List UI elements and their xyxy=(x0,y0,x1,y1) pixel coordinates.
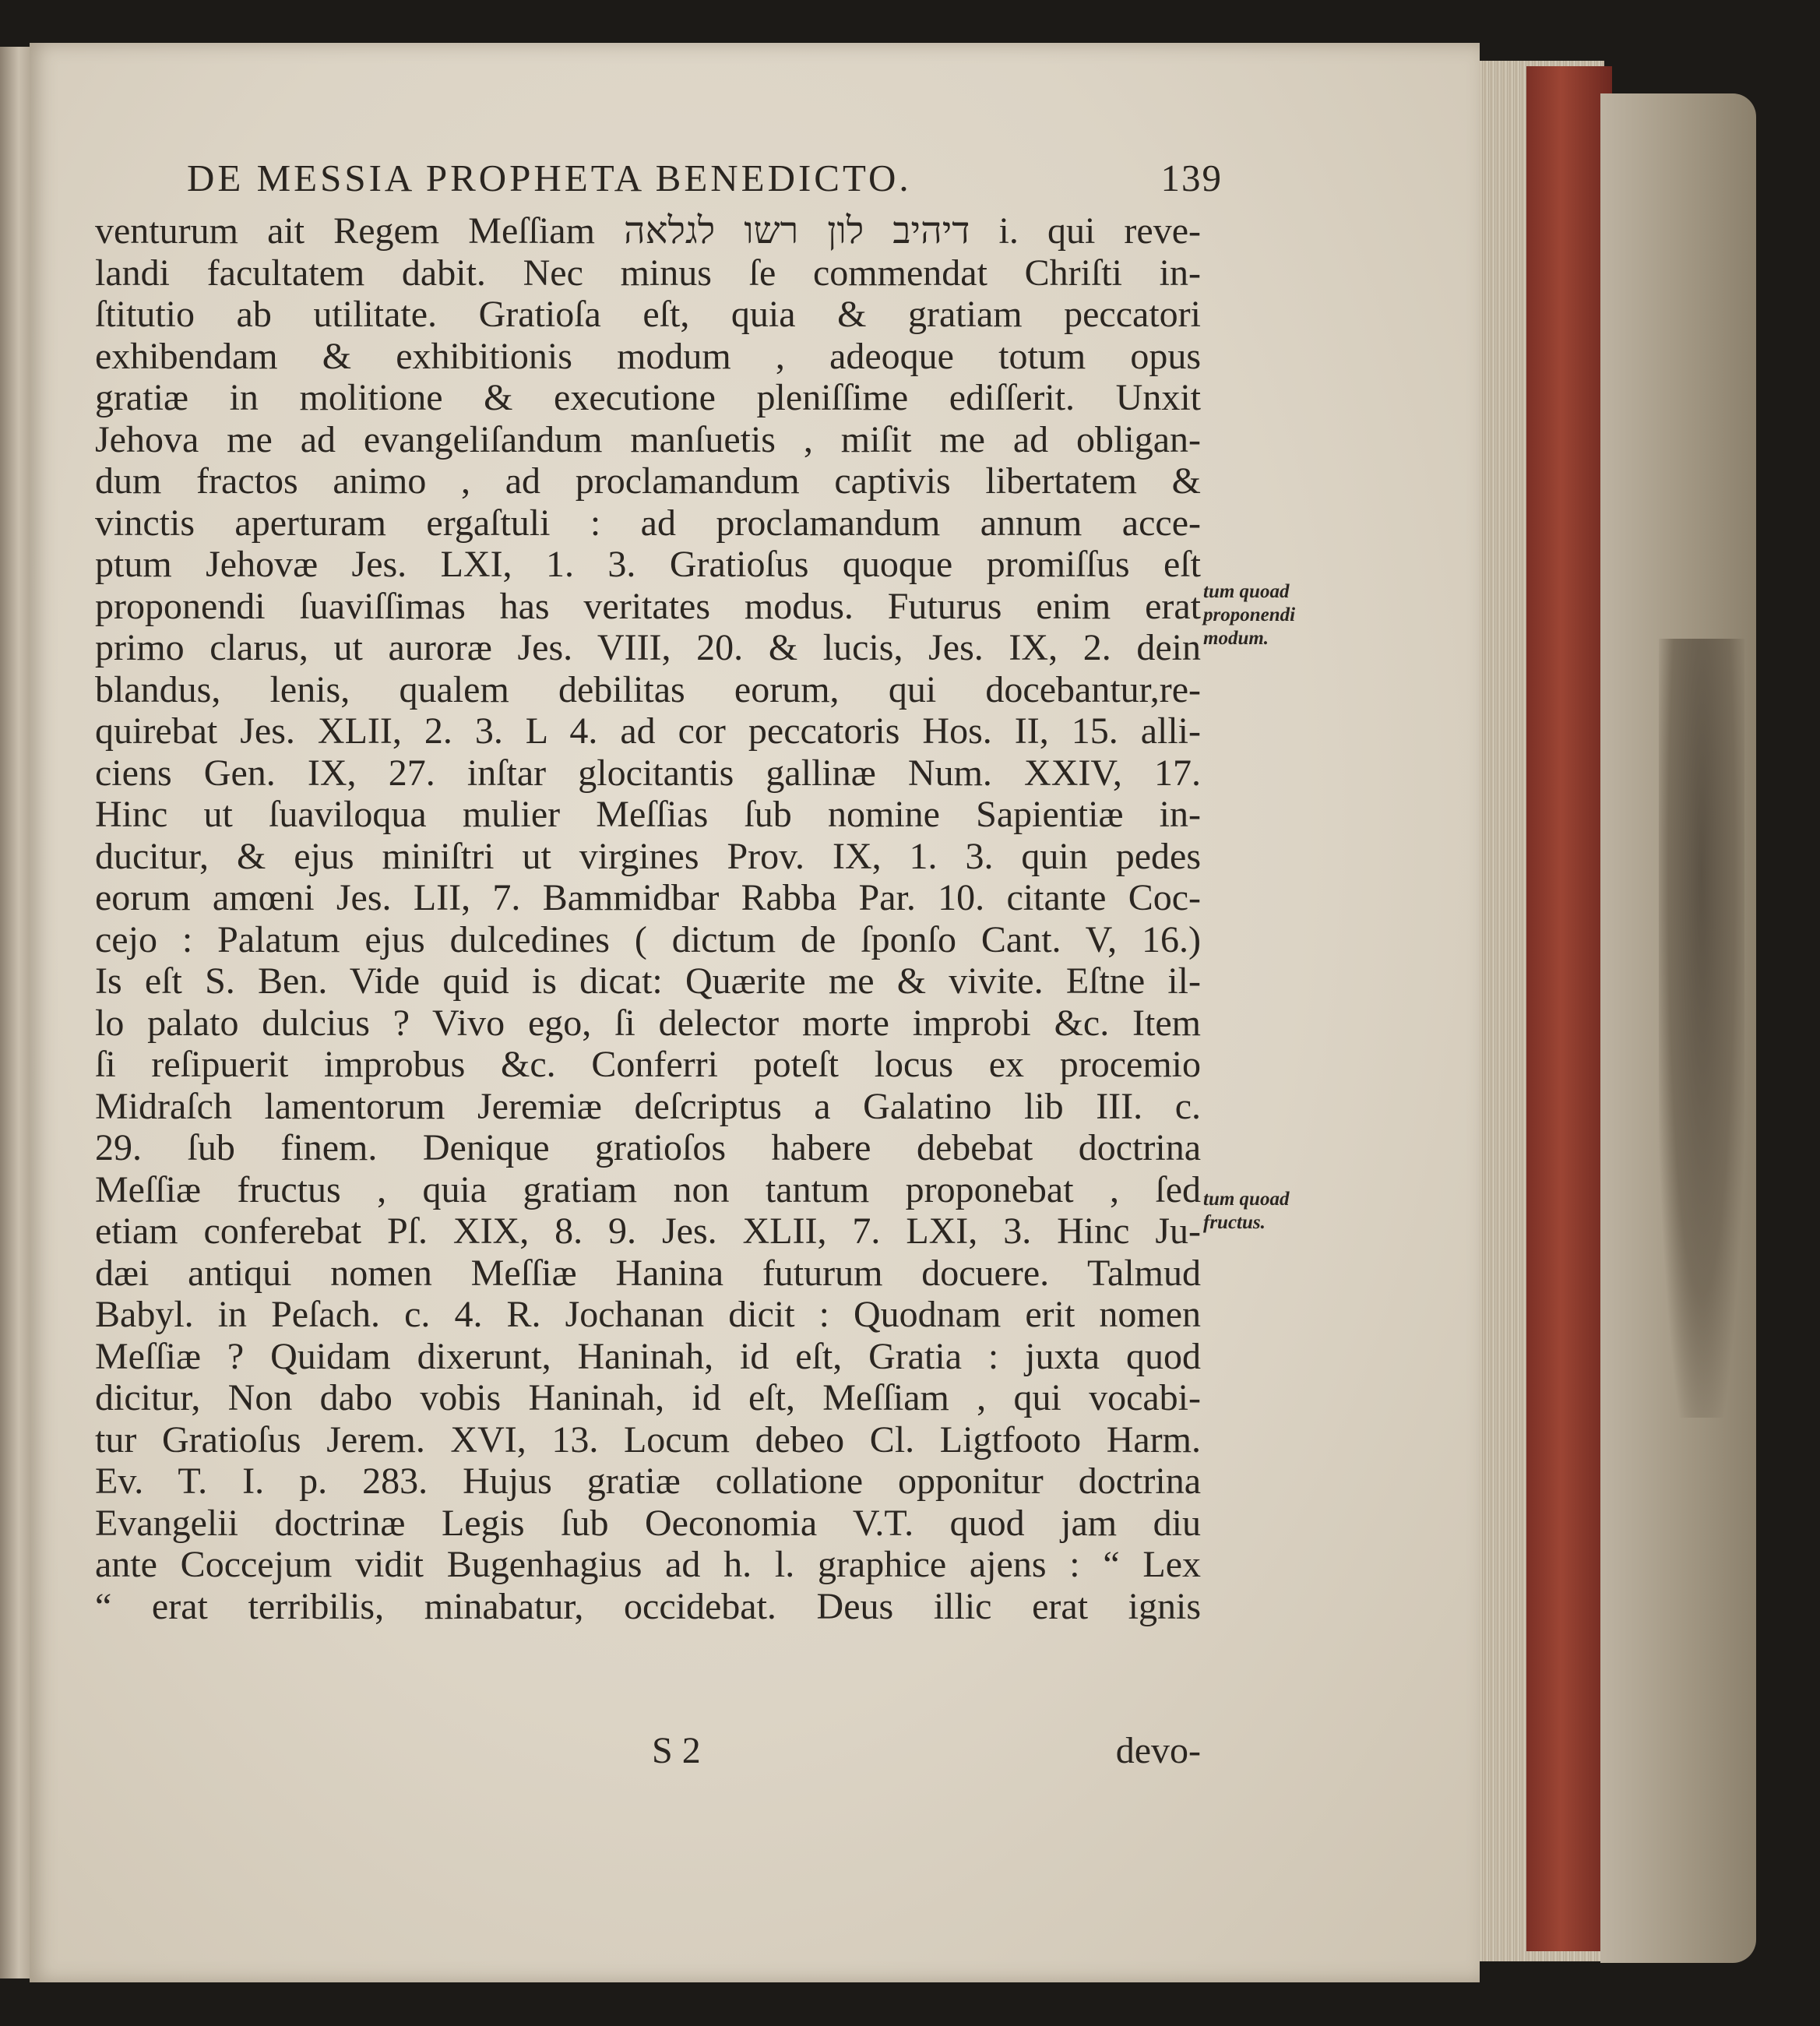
text-line: proponendi ſuaviſſimas has veritates modus. Futurus enim erat xyxy=(95,585,1201,627)
catchword: devo- xyxy=(1115,1730,1201,1771)
text-line: gratiæ in molitione & executione pleniſſime ediſſerit. Unxit xyxy=(95,377,1201,418)
text-line: quirebat Jes. XLII, 2. 3. L 4. ad cor peccatoris Hos. II, 15. alli- xyxy=(95,710,1201,752)
text-line: cejo : Palatum ejus dulcedines ( dictum de ſponſo Cant. V, 16.) xyxy=(95,918,1201,960)
page-number: 139 xyxy=(1160,157,1223,199)
text-line: dæi antiqui nomen Meſſiæ Hanina futurum docuere. Talmud xyxy=(95,1252,1201,1294)
text-line: ducitur, & ejus miniſtri ut virgines Prov. IX, 1. 3. quin pedes xyxy=(95,835,1201,877)
text-line: tur Gratioſus Jerem. XVI, 13. Locum debeo Cl. Ligtfooto Harm. xyxy=(95,1418,1201,1460)
signature-mark: S 2 xyxy=(652,1730,701,1771)
text-line: eorum amœni Jes. LII, 7. Bammidbar Rabba Par. 10. citante Coc- xyxy=(95,877,1201,918)
text-line: vinctis aperturam ergaſtuli : ad proclamandum annum acce- xyxy=(95,502,1201,544)
text-line: dicitur, Non dabo vobis Haninah, id eſt, Meſſiam , qui vocabi- xyxy=(95,1377,1201,1418)
text-line: Hinc ut ſuaviloqua mulier Meſſias ſub nomine Sapientiæ in- xyxy=(95,794,1201,835)
marginal-note xyxy=(1203,580,1295,650)
text-line: ciens Gen. IX, 27. inſtar glocitantis gallinæ Num. XXIV, 17. xyxy=(95,752,1201,794)
text-line: Midraſch lamentorum Jeremiæ deſcriptus a Galatino lib III. c. xyxy=(95,1085,1201,1127)
cover-mottling xyxy=(1659,639,1744,1418)
text-line: Evangelii doctrinæ Legis ſub Oeconomia V.T. quod jam diu xyxy=(95,1502,1201,1544)
text-line: etiam conferebat Pſ. XIX, 8. 9. Jes. XLII, 7. LXI, 3. Hinc Ju- xyxy=(95,1210,1201,1252)
text-line: “ erat terribilis, minabatur, occidebat. Deus illic erat ignis xyxy=(95,1585,1201,1627)
text-line: dum fractos animo , ad proclamandum captivis libertatem & xyxy=(95,460,1201,502)
text-line: Jehova me ad evangeliſandum manſuetis , miſit me ad obligan- xyxy=(95,418,1201,460)
marginal-note-line: fructus. xyxy=(1203,1212,1266,1233)
text-line: 29. ſub finem. Denique gratioſos habere debebat doctrina xyxy=(95,1127,1201,1168)
running-header xyxy=(187,156,1223,206)
marginal-note-line: tum quoad xyxy=(1203,1189,1290,1210)
text-line: primo clarus, ut auroræ Jes. VIII, 20. & lucis, Jes. IX, 2. dein xyxy=(95,627,1201,668)
text-line: exhibendam & exhibitionis modum , adeoque totum opus xyxy=(95,335,1201,377)
marginal-note xyxy=(1203,1188,1289,1235)
text-line: blandus, lenis, qualem debilitas eorum, qui docebantur,re- xyxy=(95,668,1201,710)
facing-page-edge xyxy=(0,47,31,1978)
marginal-note-line: proponendi xyxy=(1203,604,1296,625)
text-line: lo palato dulcius ? Vivo ego, ſi delector morte improbi &c. Item xyxy=(95,1002,1201,1044)
body-text xyxy=(95,210,1201,1627)
text-line: Is eſt S. Ben. Vide quid is dicat: Quærite me & vivite. Eſtne il- xyxy=(95,960,1201,1002)
text-line: ptum Jehovæ Jes. LXI, 1. 3. Gratioſus quoque promiſſus eſt xyxy=(95,544,1201,585)
text-line: landi facultatem dabit. Nec minus ſe commendat Chriſti in- xyxy=(95,252,1201,294)
marginal-note-line: modum. xyxy=(1203,628,1269,649)
page-footer xyxy=(95,1729,1201,1776)
text-line: Babyl. in Peſach. c. 4. R. Jochanan dicit : Quodnam erit nomen xyxy=(95,1294,1201,1335)
text-line: ſtitutio ab utilitate. Gratioſa eſt, quia & gratiam peccatori xyxy=(95,294,1201,335)
red-page-edge xyxy=(1526,66,1612,1951)
text-line: Ev. T. I. p. 283. Hujus gratiæ collatione opponitur doctrina xyxy=(95,1460,1201,1502)
text-line: Meſſiæ ? Quidam dixerunt, Haninah, id eſt, Gratia : juxta quod xyxy=(95,1335,1201,1377)
text-line: Meſſiæ fructus , quia gratiam non tantum proponebat , ſed xyxy=(95,1168,1201,1210)
running-title: DE MESSIA PROPHETA BENEDICTO. xyxy=(187,157,912,199)
marginal-note-line: tum quoad xyxy=(1203,581,1290,602)
text-line: venturum ait Regem Meſſiam דיהיב לון רשו לגלאה i. qui reve- xyxy=(95,210,1202,252)
text-line: ante Coccejum vidit Bugenhagius ad h. l. graphice ajens : “ Lex xyxy=(95,1544,1201,1585)
text-line: ſi reſipuerit improbus &c. Conferri poteſt locus ex procemio xyxy=(95,1044,1201,1085)
